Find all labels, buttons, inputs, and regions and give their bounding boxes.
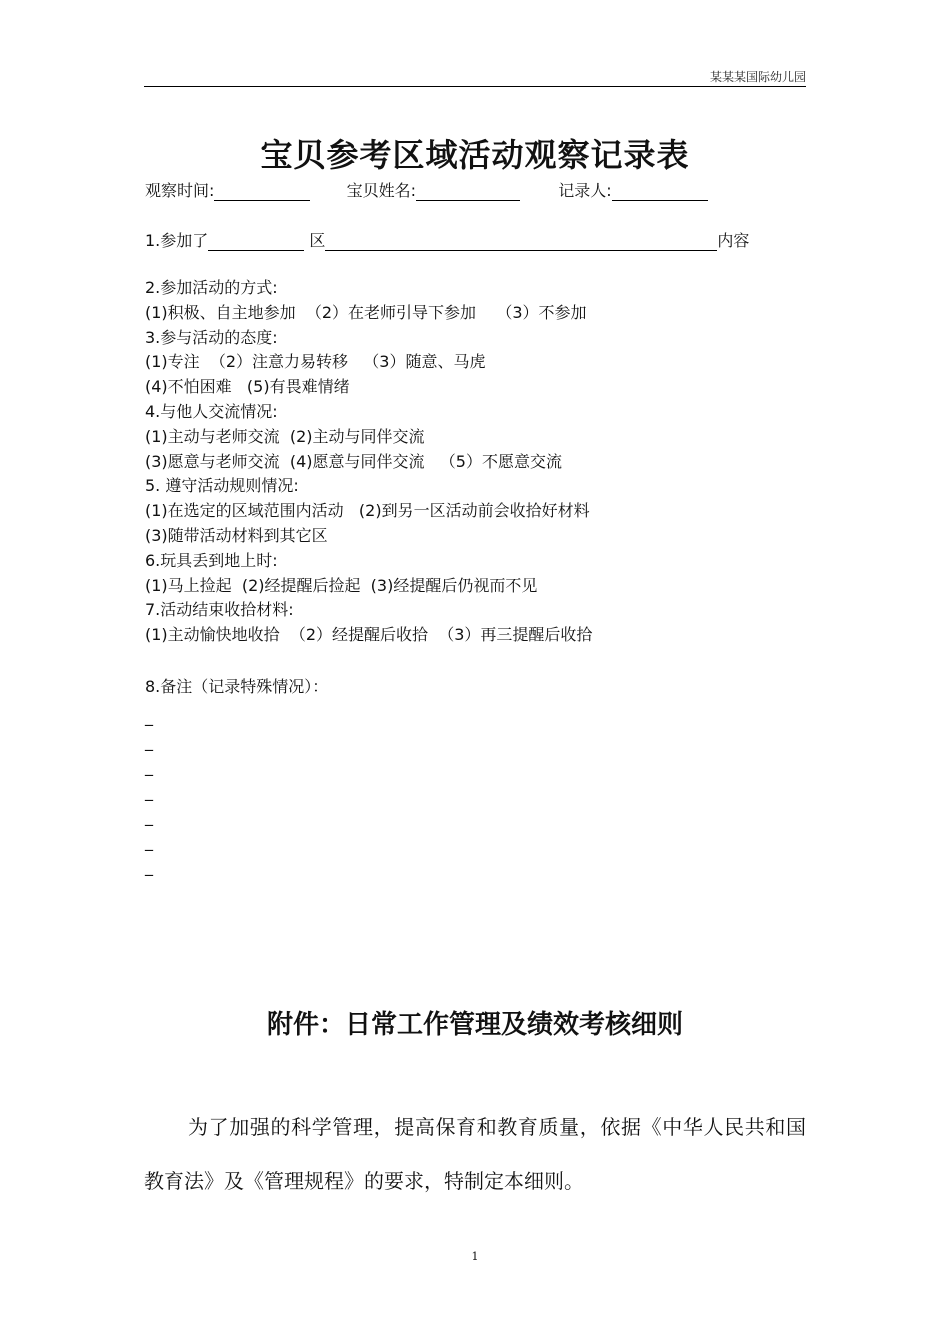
question-1 <box>145 228 749 251</box>
form-line: (1)主动与老师交流 (2)主动与同伴交流 <box>145 426 425 446</box>
child-name-blank <box>416 184 520 201</box>
observe-time-blank <box>214 184 310 201</box>
form-line: 7.活动结束收拾材料: <box>145 600 294 620</box>
form-line: (3)愿意与老师交流 (4)愿意与同伴交流 （5）不愿意交流 <box>145 451 562 471</box>
recorder-label: 记录人: <box>558 181 612 200</box>
q1-content-blank <box>325 234 717 251</box>
form-line: 6.玩具丢到地上时: <box>145 550 278 570</box>
remark-dash: _ <box>145 757 153 776</box>
remark-dash: _ <box>145 707 153 726</box>
remark-dash: _ <box>145 782 153 801</box>
form-line: 3.参与活动的态度: <box>145 327 278 347</box>
appendix-title: 附件：日常工作管理及绩效考核细则 <box>266 1010 683 1040</box>
form-line: (1)马上捡起 (2)经提醒后捡起 (3)经提醒后仍视而不见 <box>145 575 538 595</box>
remark-dash: _ <box>145 732 153 751</box>
observe-time-label: 观察时间: <box>145 181 215 200</box>
form-line: (4)不怕困难 (5)有畏难情绪 <box>145 377 350 397</box>
q1-suffix: 内容 <box>717 231 750 250</box>
form-line: (1)在选定的区域范围内活动 (2)到另一区活动前会收拾好材料 <box>145 501 590 521</box>
form-title: 宝贝参考区域活动观察记录表 <box>260 136 690 174</box>
form-line: (1)主动愉快地收拾 （2）经提醒后收拾 （3）再三提醒后收拾 <box>145 625 593 645</box>
question-lines <box>145 276 592 648</box>
appendix-paragraph: 为了加强的科学管理，提高保育和教育质量，依据《中华人民共和国教育法》及《管理规程》的要求，特制定本细则。 <box>144 1115 806 1193</box>
remark-dash: _ <box>145 857 153 876</box>
q1-prefix: 1.参加了 <box>145 231 209 250</box>
remark-dash: _ <box>145 832 153 851</box>
form-line: (1)专注 （2）注意力易转移 （3）随意、马虎 <box>145 352 486 372</box>
form-line: 4.与他人交流情况: <box>145 401 278 421</box>
form-line: (1)积极、自主地参加 （2）在老师引导下参加 （3）不参加 <box>145 302 587 322</box>
header-school-name: 某某某国际幼儿园 <box>709 70 806 84</box>
remark-label: 8.备注（记录特殊情况）： <box>145 677 329 696</box>
form-line: (3)随带活动材料到其它区 <box>145 525 328 545</box>
q1-mid: 区 <box>309 231 326 250</box>
form-line: 2.参加活动的方式: <box>145 278 278 297</box>
page-number: 1 <box>471 1250 479 1263</box>
form-line: 5. 遵守活动规则情况: <box>145 476 299 496</box>
meta-row <box>145 178 708 201</box>
q1-area-blank <box>208 234 304 251</box>
remark-lines <box>145 704 153 879</box>
child-name-label: 宝贝姓名: <box>346 181 416 200</box>
recorder-blank <box>612 184 708 201</box>
header-rule <box>144 86 806 87</box>
remark-dash: _ <box>145 807 153 826</box>
